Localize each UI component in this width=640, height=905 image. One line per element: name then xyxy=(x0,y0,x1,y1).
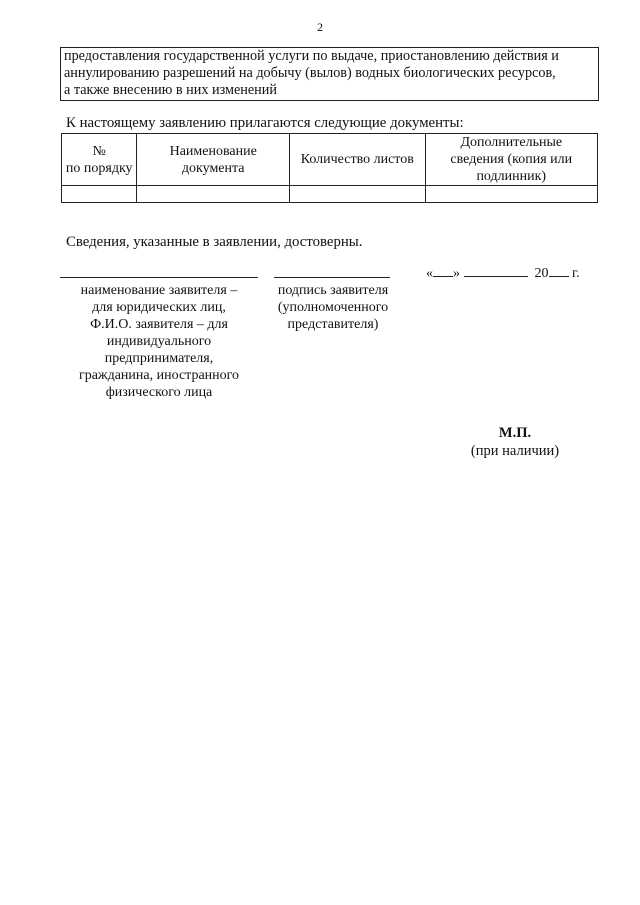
applicant-caption-line: гражданина, иностранного xyxy=(78,368,240,383)
service-description-box xyxy=(60,47,599,101)
signature-line xyxy=(274,277,390,278)
attachments-intro: К настоящему заявлению прилагаются следующие документы: xyxy=(66,115,464,131)
header-cell-number xyxy=(62,134,137,186)
documents-table-header-row xyxy=(62,134,598,186)
table-cell xyxy=(425,186,597,203)
table-cell xyxy=(62,186,137,203)
date-field xyxy=(426,264,580,282)
date-open-quote: « xyxy=(426,266,433,281)
applicant-caption-line: наименование заявителя – xyxy=(80,283,238,298)
applicant-caption-line: физического лица xyxy=(105,385,213,400)
header-number-line-2: по порядку xyxy=(65,160,133,176)
documents-table xyxy=(61,133,598,203)
signature-caption-line: представителя) xyxy=(287,317,379,332)
header-info-line-2: сведения (копия или xyxy=(450,152,573,167)
applicant-name-caption xyxy=(60,282,258,401)
table-cell xyxy=(137,186,290,203)
header-info-line-1: Дополнительные xyxy=(460,135,563,150)
header-cell-sheet-count xyxy=(290,134,426,186)
table-row xyxy=(62,186,598,203)
table-cell xyxy=(290,186,426,203)
applicant-caption-line: предпринимателя, xyxy=(104,351,214,366)
applicant-caption-line: Ф.И.О. заявителя – для xyxy=(90,317,228,332)
year-blank xyxy=(549,264,569,277)
applicant-name-line xyxy=(60,277,258,278)
date-close-quote: » xyxy=(453,266,460,281)
seal-placeholder xyxy=(450,424,580,460)
year-prefix: 20 xyxy=(534,266,549,281)
page-number: 2 xyxy=(317,20,323,34)
header-info-line-3: подлинник) xyxy=(476,169,547,184)
header-number-line-1: № xyxy=(92,143,106,159)
applicant-caption-line: для юридических лиц, xyxy=(92,300,226,315)
service-description-line-3: а также внесению в них изменений xyxy=(64,82,277,98)
header-sheets-line-1: Количество листов xyxy=(300,152,414,167)
header-cell-document-name xyxy=(137,134,290,186)
header-name-line-2: документа xyxy=(181,160,245,176)
service-description-line-1: предоставления государственной услуги по выдаче, приостановлению действия и xyxy=(64,48,559,64)
seal-label: М.П. xyxy=(498,425,532,441)
header-cell-additional-info xyxy=(425,134,597,186)
service-description-line-2: аннулированию разрешений на добычу (вылов) водных биологических ресурсов, xyxy=(64,65,556,81)
signature-caption-line: подпись заявителя xyxy=(277,283,389,298)
month-blank xyxy=(464,264,528,277)
seal-note: (при наличии) xyxy=(470,443,560,459)
signature-caption-line: (уполномоченного xyxy=(277,300,389,315)
year-suffix: г. xyxy=(572,266,580,281)
applicant-caption-line: индивидуального xyxy=(106,334,212,349)
signature-caption xyxy=(266,282,400,333)
header-name-line-1: Наименование xyxy=(169,143,257,159)
accuracy-statement: Сведения, указанные в заявлении, достоверны. xyxy=(66,234,363,250)
day-blank xyxy=(433,264,453,277)
